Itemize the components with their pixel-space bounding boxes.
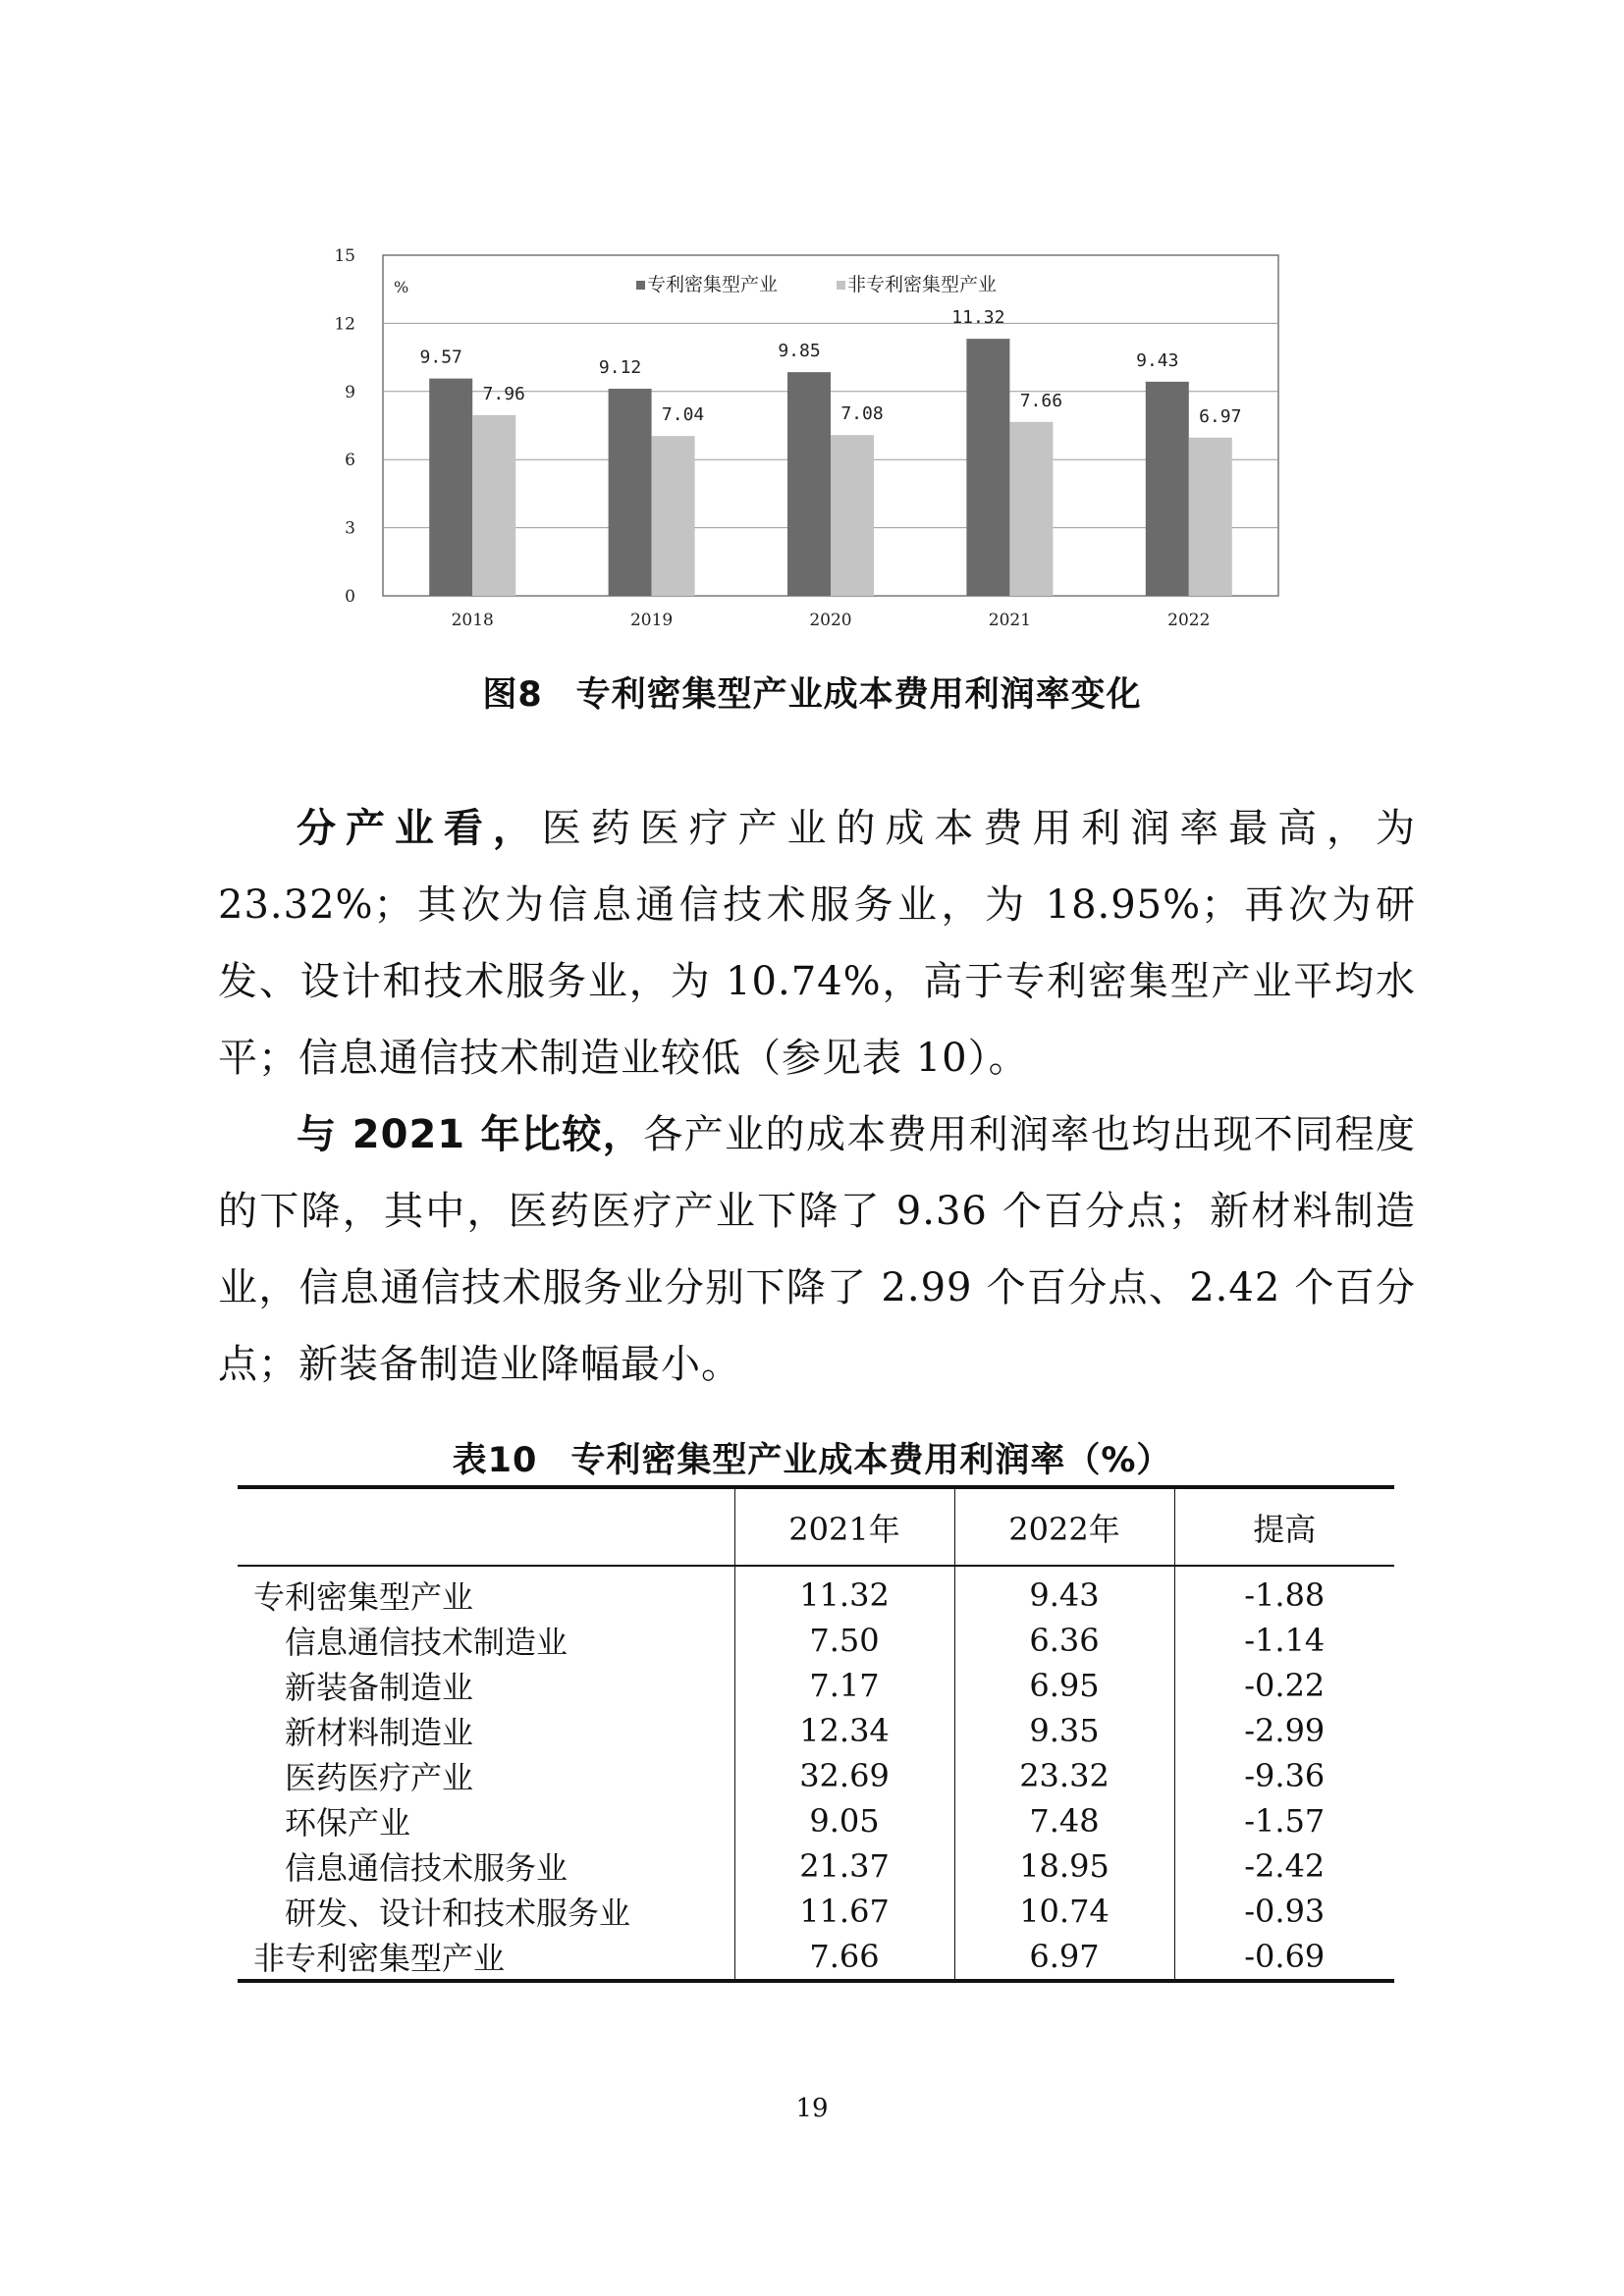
data-label: 9.85 xyxy=(778,341,821,362)
value-2022: 10.74 xyxy=(954,1889,1174,1934)
bar-chart xyxy=(324,240,1306,653)
figure-number: 图8 xyxy=(482,675,543,715)
value-2022: 6.97 xyxy=(954,1934,1174,1981)
value-2022: 9.35 xyxy=(954,1708,1174,1753)
data-label: 9.43 xyxy=(1136,349,1179,371)
paragraph-1-lead: 分产业看， xyxy=(297,806,542,851)
table-row xyxy=(238,1843,1394,1889)
x-tick-label: 2020 xyxy=(809,611,852,630)
row-label: 专利密集型产业 xyxy=(253,1578,474,1616)
row-label: 环保产业 xyxy=(285,1804,411,1842)
value-2021: 7.66 xyxy=(734,1934,954,1981)
table-title: 专利密集型产业成本费用利润率（%） xyxy=(570,1441,1172,1480)
row-label: 新材料制造业 xyxy=(285,1714,474,1751)
bar-patent-intensive xyxy=(429,379,472,596)
data-label: 9.57 xyxy=(419,347,462,368)
y-unit-label: % xyxy=(394,278,409,296)
value-2021: 7.50 xyxy=(734,1618,954,1663)
value-2021: 12.34 xyxy=(734,1708,954,1753)
value-2022: 7.48 xyxy=(954,1798,1174,1843)
table-row xyxy=(238,1708,1394,1753)
table-header-blank xyxy=(238,1487,734,1566)
bar-chart-svg xyxy=(324,240,1306,653)
value-2021: 9.05 xyxy=(734,1798,954,1843)
data-label: 9.12 xyxy=(598,357,642,379)
value-2021: 11.67 xyxy=(734,1889,954,1934)
table-header-change: 提高 xyxy=(1174,1487,1394,1566)
y-tick-label: 3 xyxy=(345,518,355,539)
table-header-2021: 2021年 xyxy=(734,1487,954,1566)
data-label: 11.32 xyxy=(951,307,1005,329)
value-change: -2.42 xyxy=(1174,1843,1394,1889)
legend-swatch xyxy=(837,281,845,290)
y-tick-label: 12 xyxy=(334,314,355,335)
row-label: 信息通信技术制造业 xyxy=(285,1624,568,1661)
x-tick-label: 2019 xyxy=(629,611,674,630)
table-header-row xyxy=(238,1487,1394,1566)
y-tick-label: 6 xyxy=(345,451,355,471)
value-2022: 18.95 xyxy=(954,1843,1174,1889)
bar-patent-intensive xyxy=(966,339,1009,596)
table-row xyxy=(238,1889,1394,1934)
body-text xyxy=(218,790,1416,1403)
y-tick-label: 0 xyxy=(345,587,355,607)
value-2021: 7.17 xyxy=(734,1663,954,1708)
page-number: 19 xyxy=(795,2094,829,2123)
bar-non-patent-intensive xyxy=(1189,438,1232,596)
row-label: 信息通信技术服务业 xyxy=(285,1849,568,1887)
table-row xyxy=(238,1934,1394,1981)
value-change: -2.99 xyxy=(1174,1708,1394,1753)
legend-label: 非专利密集型产业 xyxy=(847,274,998,295)
table-row xyxy=(238,1663,1394,1708)
paragraph-2 xyxy=(218,1096,1416,1403)
table-header-2022: 2022年 xyxy=(954,1487,1174,1566)
paragraph-2-text: 各产业的成本费用利润率也均出现不同程度的下降，其中，医药医疗产业下降了 9.36 个百分点；新材料制造业，信息通信技术服务业分别下降了 2.99 个百分点、2.42 个百分点；新装备制造业降幅最小。 xyxy=(218,1112,1417,1387)
data-label: 7.08 xyxy=(840,403,884,425)
bar-non-patent-intensive xyxy=(652,436,695,596)
bar-non-patent-intensive xyxy=(831,435,874,596)
value-change: -1.88 xyxy=(1174,1566,1394,1618)
paragraph-2-lead: 与 2021 年比较， xyxy=(297,1112,644,1157)
legend-swatch xyxy=(636,281,645,290)
value-2021: 11.32 xyxy=(734,1566,954,1618)
y-tick-label: 9 xyxy=(345,382,355,402)
paragraph-1-text: 医药医疗产业的成本费用利润率最高，为 23.32%；其次为信息通信技术服务业，为 18.95%；再次为研发、设计和技术服务业，为 10.74%，高于专利密集型产业平均水平；信息通信技术制造业较低（参见表 10）。 xyxy=(218,806,1417,1081)
data-label: 7.04 xyxy=(661,404,705,426)
paragraph-1 xyxy=(218,790,1416,1096)
row-label: 研发、设计和技术服务业 xyxy=(285,1895,631,1932)
data-label: 7.66 xyxy=(1019,390,1063,411)
legend-label: 专利密集型产业 xyxy=(647,274,779,295)
row-label: 非专利密集型产业 xyxy=(238,1934,734,1981)
table-row xyxy=(238,1753,1394,1798)
figure-title: 专利密集型产业成本费用利润率变化 xyxy=(575,675,1142,715)
y-tick-label: 15 xyxy=(334,246,355,266)
data-label: 7.96 xyxy=(482,383,525,404)
value-2022: 9.43 xyxy=(954,1566,1174,1618)
data-label: 6.97 xyxy=(1199,405,1242,427)
bar-patent-intensive xyxy=(787,372,831,596)
value-change: -0.69 xyxy=(1174,1934,1394,1981)
value-change: -1.57 xyxy=(1174,1798,1394,1843)
bar-non-patent-intensive xyxy=(472,415,515,596)
value-change: -0.22 xyxy=(1174,1663,1394,1708)
table-row xyxy=(238,1566,1394,1618)
value-2022: 23.32 xyxy=(954,1753,1174,1798)
bar-patent-intensive xyxy=(609,389,652,596)
value-change: -1.14 xyxy=(1174,1618,1394,1663)
row-label: 新装备制造业 xyxy=(285,1669,474,1706)
x-tick-label: 2018 xyxy=(451,611,494,630)
value-change: -9.36 xyxy=(1174,1753,1394,1798)
value-2022: 6.95 xyxy=(954,1663,1174,1708)
value-change: -0.93 xyxy=(1174,1889,1394,1934)
x-tick-label: 2021 xyxy=(988,611,1032,630)
bar-patent-intensive xyxy=(1146,382,1189,596)
value-2021: 32.69 xyxy=(734,1753,954,1798)
row-label: 医药医疗产业 xyxy=(285,1759,474,1796)
x-tick-label: 2022 xyxy=(1167,611,1211,630)
table-body xyxy=(238,1566,1394,1981)
table-number: 表10 xyxy=(452,1441,538,1480)
bar-non-patent-intensive xyxy=(1009,422,1053,596)
table-row xyxy=(238,1618,1394,1663)
value-2022: 6.36 xyxy=(954,1618,1174,1663)
value-2021: 21.37 xyxy=(734,1843,954,1889)
figure-caption xyxy=(0,667,1624,717)
table-row xyxy=(238,1798,1394,1843)
table-caption xyxy=(0,1433,1624,1482)
profit-rate-table xyxy=(238,1485,1394,1983)
